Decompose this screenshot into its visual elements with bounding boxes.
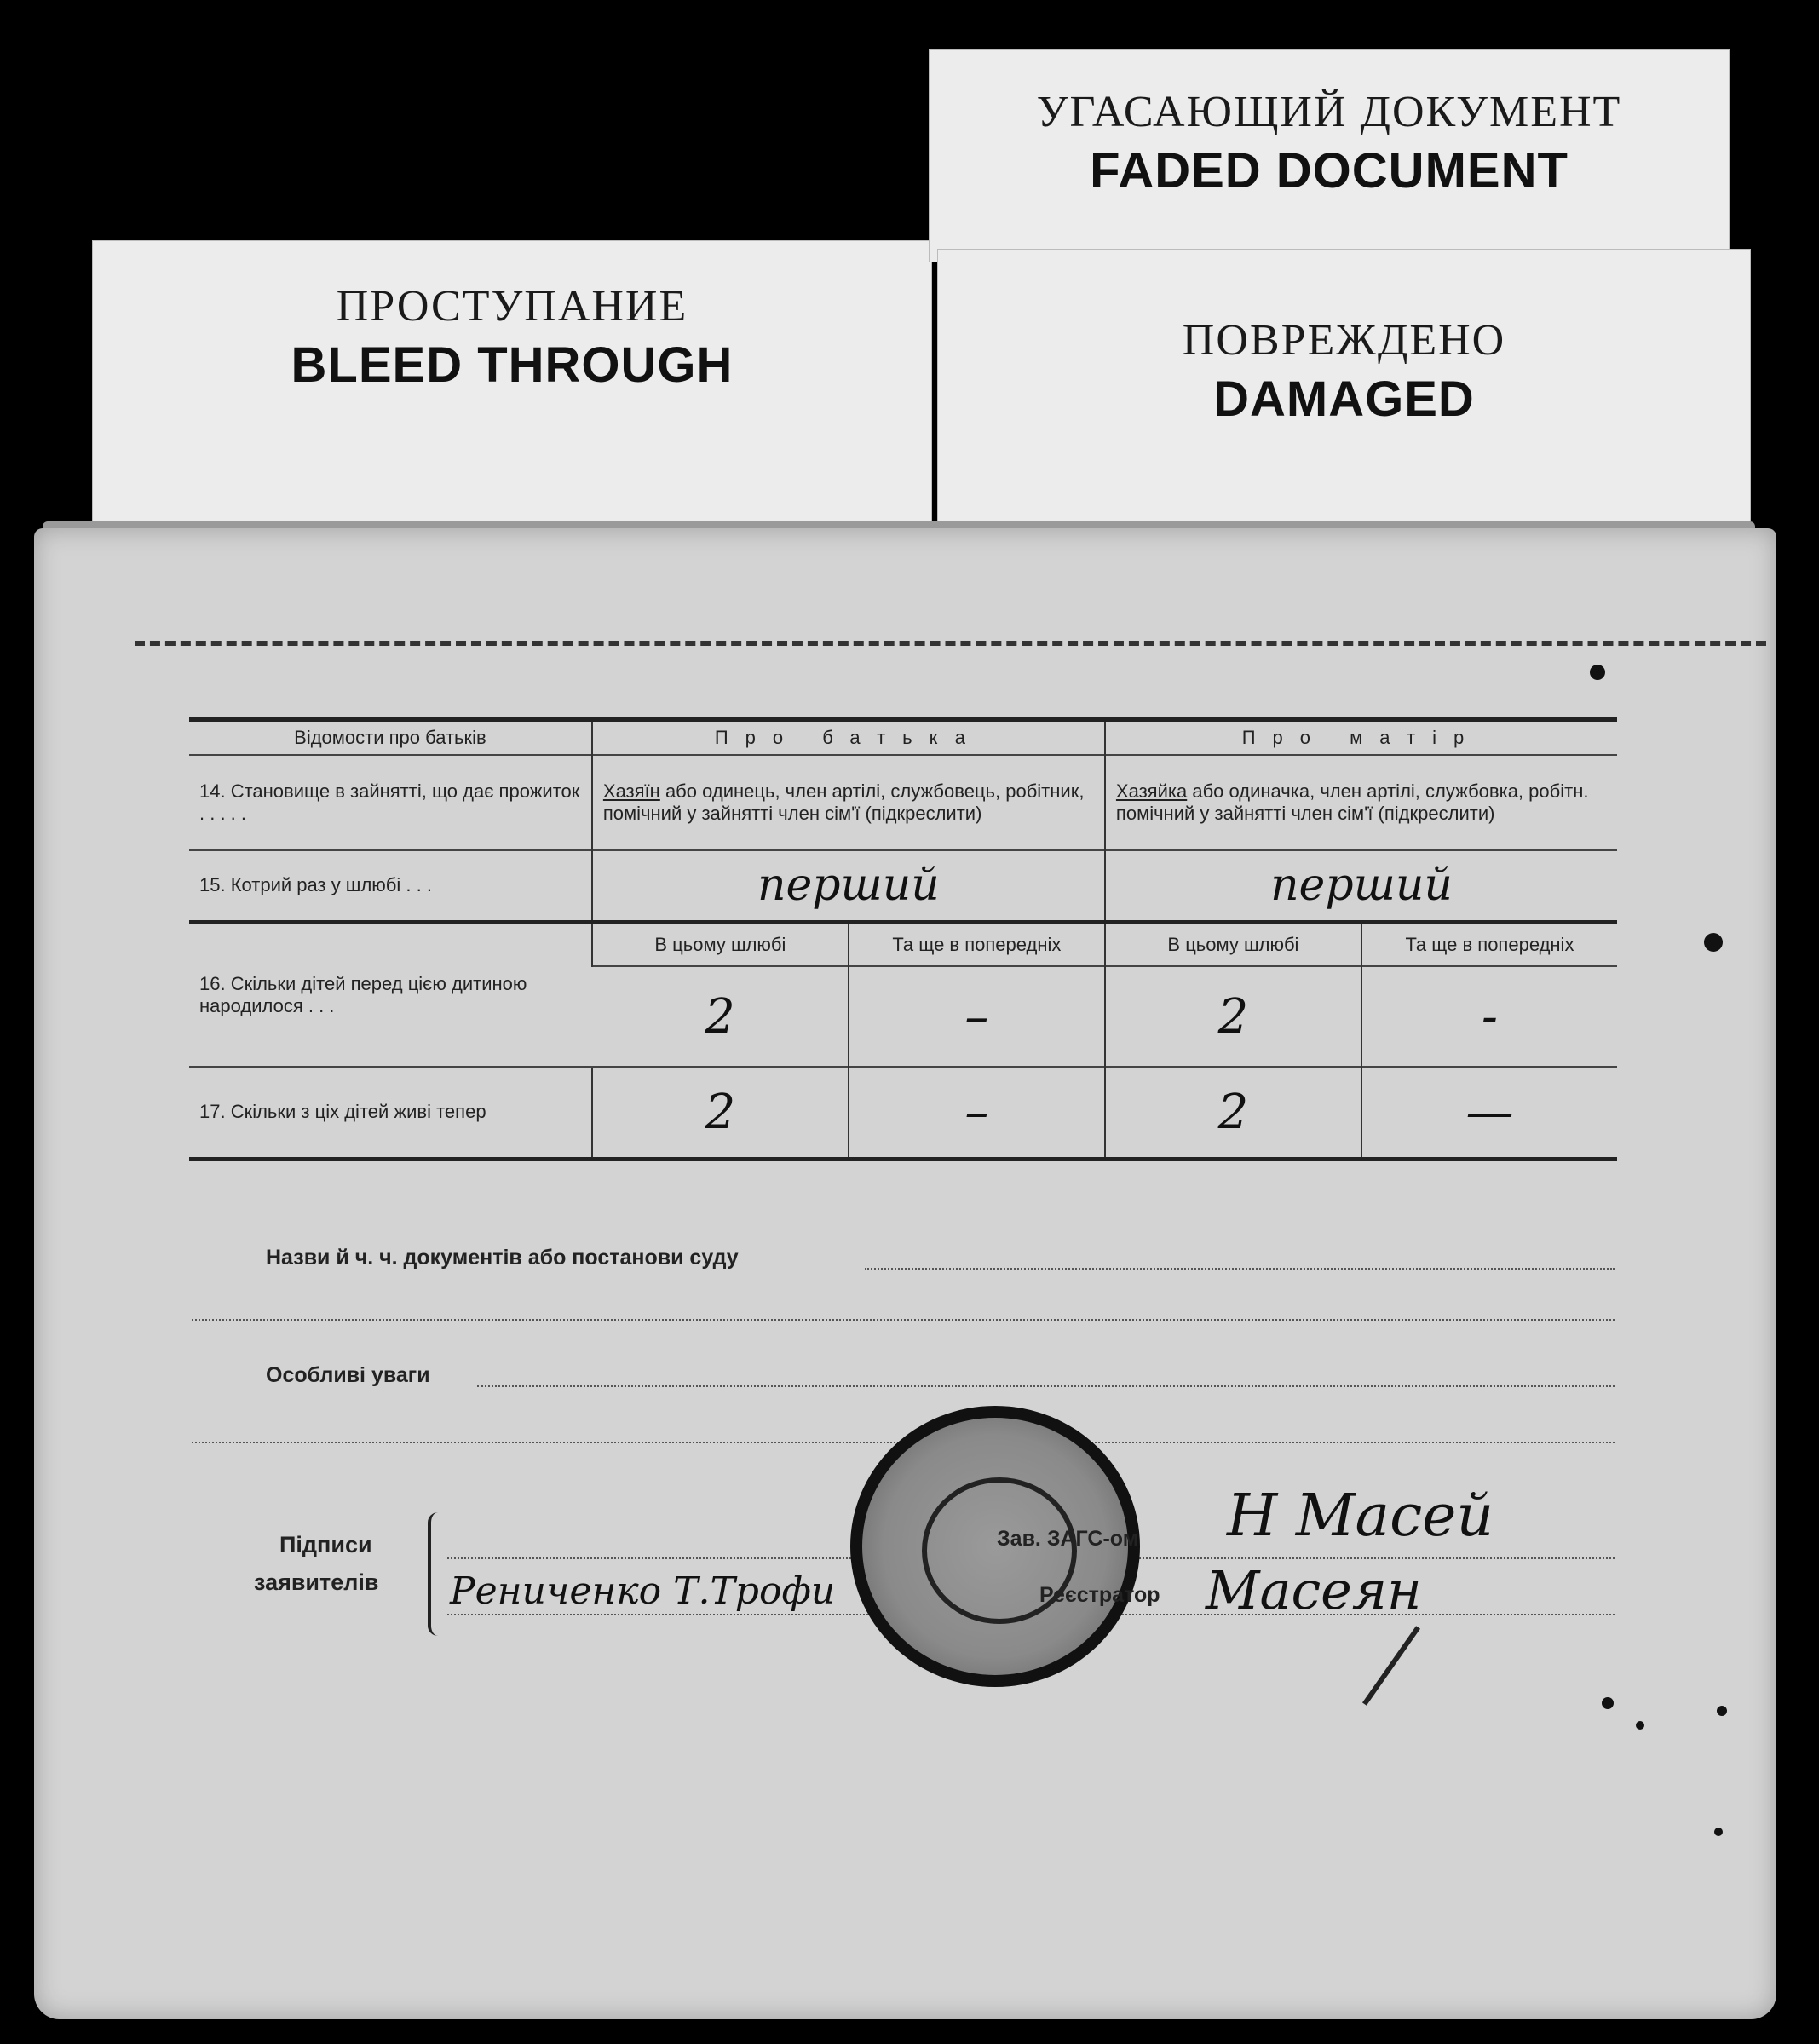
applicant-signature: Рениченко Т.Трофи: [450, 1569, 836, 1613]
ink-spot: [1590, 665, 1605, 680]
ink-spot: [1602, 1697, 1614, 1709]
q17-father-prev: –: [849, 1067, 1105, 1159]
bleed-through-ru: ПРОСТУПАНИЕ: [336, 282, 688, 331]
ink-spot: [1714, 1828, 1723, 1836]
mother-previous-header: Та ще в попередніх: [1361, 922, 1617, 966]
bleed-through-en: BLEED THROUGH: [291, 337, 734, 393]
q14-label: 14. Становище в зайнятті, що дає прожиток . . . . .: [189, 755, 592, 850]
q14-mother-selected: Хазяйка: [1115, 780, 1188, 802]
head-signature: Н Масей: [1227, 1483, 1494, 1550]
parents-info-table: [189, 717, 1617, 1161]
q17-father-this: 2: [592, 1067, 849, 1159]
ink-spot: [1717, 1706, 1727, 1716]
q14-mother-options: або одиначка, член артілі, службовка, робітн. помічний у зайнятті член сім'ї (підкреслити): [1115, 780, 1589, 824]
bleed-through-card: [92, 240, 932, 521]
q15-mother-answer: перший: [1105, 850, 1617, 922]
q16-father-prev: –: [849, 966, 1105, 1067]
q14-mother: [1105, 755, 1617, 850]
damaged-en: DAMAGED: [1213, 371, 1475, 427]
header-father: Про батька: [592, 720, 1105, 756]
faded-document-card: [929, 49, 1730, 262]
faded-document-ru: УГАСАЮЩИЙ ДОКУМЕНТ: [1036, 88, 1622, 136]
perforation-line: [135, 641, 1766, 646]
q16-mother-prev: -: [1361, 966, 1617, 1067]
signature-flourish: [1362, 1626, 1420, 1706]
documents-field-label: Назви й ч. ч. документів або постанови суду: [266, 1246, 739, 1270]
q14-father-options: або одинець, член артілі, службовець, робітник, помічний у зайнятті член сім'ї (підкреслити): [602, 780, 1085, 824]
notes-field-line: [477, 1385, 1615, 1387]
faded-document-en: FADED DOCUMENT: [1090, 143, 1569, 199]
q14-father: [592, 755, 1105, 850]
q15-father-answer: перший: [592, 850, 1105, 922]
damaged-card: [937, 249, 1751, 521]
documents-field-line: [865, 1268, 1615, 1270]
punch-hole: [1704, 933, 1723, 952]
q16-father-this: 2: [592, 966, 849, 1067]
q16-label: 16. Скільки дітей перед цією дитиною народилося . . .: [189, 922, 592, 1067]
header-mother: Про матір: [1105, 720, 1617, 756]
q17-mother-this: 2: [1105, 1067, 1361, 1159]
header-parents-info: Відомости про батьків: [189, 720, 592, 756]
ink-spot: [1636, 1721, 1644, 1730]
head-label: Зав. ЗАГС-ом: [997, 1527, 1139, 1551]
q15-label: 15. Котрий раз у шлюбі . . .: [189, 850, 592, 922]
father-previous-header: Та ще в попередніх: [849, 922, 1105, 966]
q17-mother-prev: —: [1361, 1067, 1617, 1159]
notes-field-label: Особливі уваги: [266, 1363, 430, 1387]
signatures-label-2: заявителів: [254, 1569, 379, 1595]
father-this-marriage-header: В цьому шлюбі: [592, 922, 849, 966]
q17-label: 17. Скільки з ціх дітей живі тепер: [189, 1067, 592, 1159]
signatures-label-1: Підписи: [279, 1532, 372, 1557]
mother-this-marriage-header: В цьому шлюбі: [1105, 922, 1361, 966]
q14-father-selected: Хазяїн: [602, 780, 660, 802]
signatures-brace: [428, 1512, 446, 1636]
registrar-signature: Масеян: [1206, 1559, 1422, 1621]
damaged-ru: ПОВРЕЖДЕНО: [1182, 316, 1506, 365]
documents-field-line-2: [192, 1319, 1615, 1321]
registration-form-page: [34, 528, 1776, 2019]
registrar-label: Реєстратор: [1039, 1583, 1160, 1607]
q16-mother-this: 2: [1105, 966, 1361, 1067]
